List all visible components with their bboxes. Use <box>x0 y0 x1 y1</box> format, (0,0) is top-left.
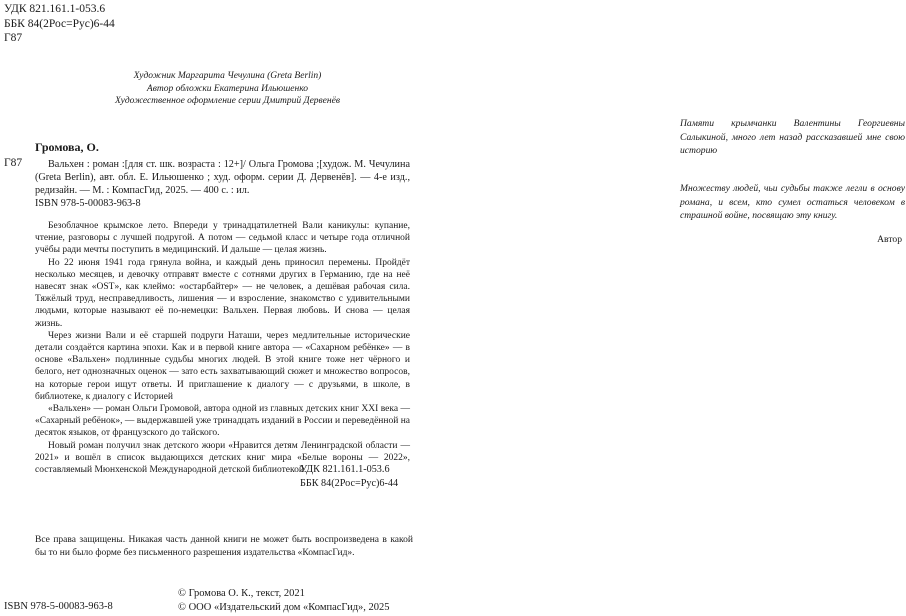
abstract-paragraph: Новый роман получил знак детского жюри «Нравится детям Ленинградской области — 2021» и вошёл в список выдающихся детских книг мира «Белые вороны — 2022», составляемый Мюнхенской Международной детской библиотекой. <box>35 440 410 476</box>
classification-bottom <box>300 463 398 490</box>
bbk-code-bottom: ББК 84(2Рос=Рус)6-44 <box>300 477 399 489</box>
isbn-record: ISBN 978-5-00083-963-8 <box>35 198 141 209</box>
credits-block <box>75 70 380 108</box>
dedication-second: Множеству людей, чьи судьбы также легли в основу романа, и всем, кто сумел остаться человеком в страшной войне, посвящаю эту книгу. <box>680 183 905 221</box>
author-mark-side: Г87 <box>4 157 23 169</box>
copyright-publisher: © ООО «Издательский дом «КомпасГид», 2025 <box>178 602 390 613</box>
copyright-text: © Громова О. К., текст, 2021 <box>178 588 305 599</box>
credit-illustrator: Художник Маргарита Чечулина (Greta Berlin) <box>133 71 322 81</box>
udk-code: УДК 821.161.1-053.6 <box>4 3 106 15</box>
isbn-bottom: ISBN 978-5-00083-963-8 <box>4 601 113 612</box>
abstract-paragraph: Через жизни Вали и её старшей подруги Наташи, через медлительные исторические детали создаётся картина эпохи. Как и в первой книге автора — «Сахарном ребёнке» — в основе «Вальхен» подлинные судьбы многих людей. В этой книге тоже нет чёрного и белого, нет однозначных оценок — зато есть захватывающий сюжет и множество вопросов, на которые герои ищут ответы. И приглашение к диалогу — с друзьями, в школе, в библиотеке, к диалогу с Историей <box>35 330 410 402</box>
abstract-paragraph: Но 22 июня 1941 года грянула война, и каждый день приносил перемены. Пройдёт несколько месяцев, и девочку отправят вместе с сотнями других в Германию, где на неё навесят знак «OST», как клеймо: «остарбайтер» — не человек, а дешёвая рабочая сила. Тяжёлый труд, несправедливость, лишения — и взросление, знакомство с удивительными людьми, которые называют её по-немецки: Вальхен. Первая любовь. И снова — целая жизнь. <box>35 257 410 329</box>
bibliographic-record <box>35 158 410 210</box>
author-mark: Г87 <box>4 32 23 44</box>
abstract-paragraph: Безоблачное крымское лето. Впереди у тринадцатилетней Вали каникулы: купание, чтение, разговоры с лучшей подругой. А потом — седьмой класс и четыре года отличной учёбы ради мечты поступить в медицинский. И дальше — целая жизнь. <box>35 221 410 256</box>
bibliographic-description: Вальхен : роман :[для ст. шк. возраста : 12+]/ Ольга Громова ;[худож. М. Чечулина (Greta Berlin), авт. обл. Е. Ильюшенко ; худ. оформ. серии Д. Дервенёв]. — 4-е изд., редизайн. — М. : КомпасГид, 2025. — 400 с. : ил. <box>35 159 410 196</box>
bbk-code: ББК 84(2Рос=Рус)6-44 <box>4 17 115 30</box>
dedication-first: Памяти крымчанки Валентины Георгиевны Салыкиной, много лет назад рассказавшей мне свою историю <box>680 118 905 156</box>
author-heading: Громова, О. <box>35 140 99 154</box>
classification-block <box>4 2 115 46</box>
credit-cover: Автор обложки Екатерина Ильюшенко <box>146 83 309 94</box>
credit-series-design: Художественное оформление серии Дмитрий Дервенёв <box>115 96 340 106</box>
abstract-paragraph: «Вальхен» — роман Ольги Громовой, автора одной из главных детских книг XXI века — «Сахарный ребёнок», — выдержавшей уже тринадцать изданий в России и переведённой на десяток языков, от французского до тайского. <box>35 404 410 439</box>
rights-notice: Все права защищены. Никакая часть данной книги не может быть воспроизведена в какой бы то ни было форме без письменного разрешения издательства «КомпасГид». <box>35 535 413 558</box>
dedication-signature: Автор <box>877 234 902 245</box>
copyright-block <box>178 587 390 615</box>
abstract <box>35 220 410 476</box>
udk-code-bottom: УДК 821.161.1-053.6 <box>300 464 390 475</box>
